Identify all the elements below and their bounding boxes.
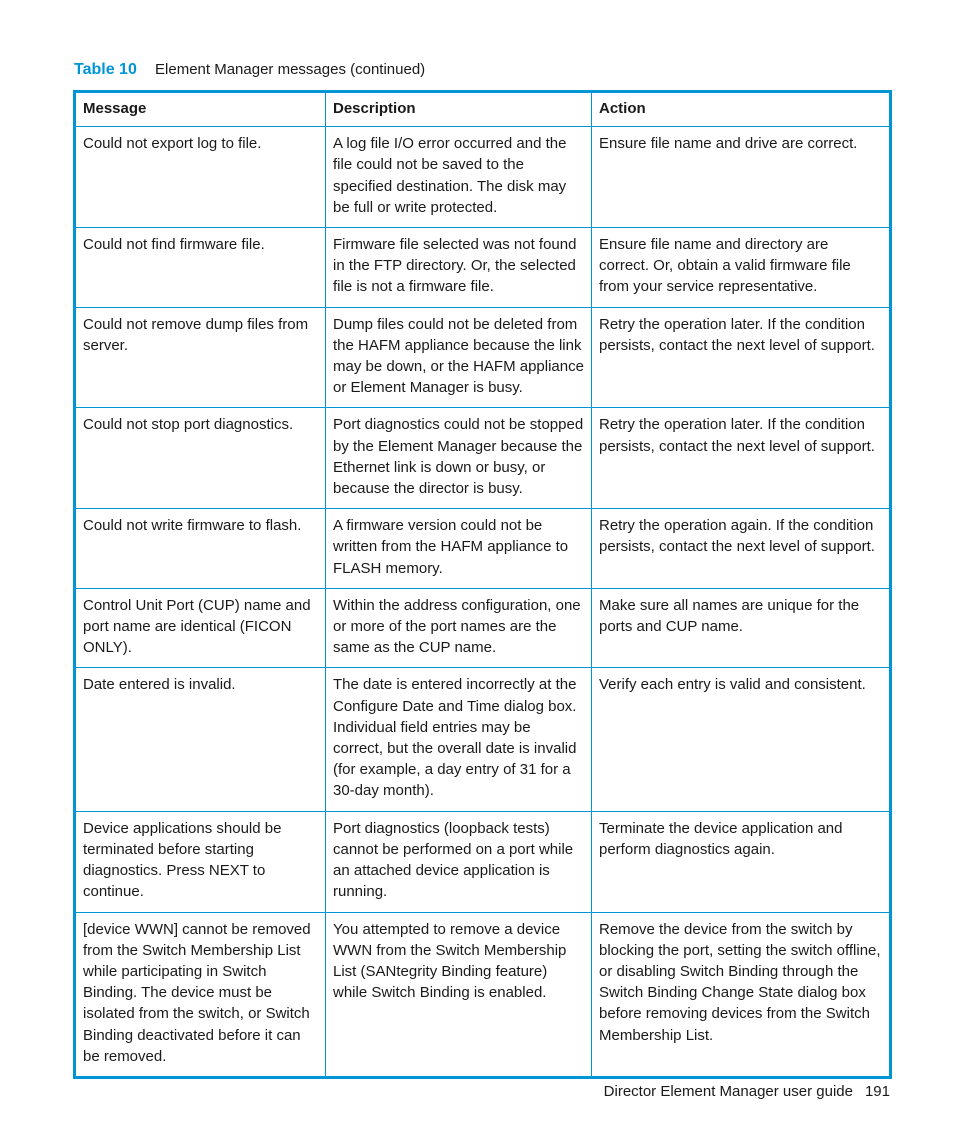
action-cell: Terminate the device application and perform diagnostics again. <box>592 811 891 912</box>
table-number: Table 10 <box>74 61 137 78</box>
table-row <box>75 228 891 308</box>
action-cell: Retry the operation later. If the condition persists, contact the next level of support. <box>592 307 891 408</box>
table-row <box>75 811 891 912</box>
message-cell: Could not export log to file. <box>75 127 326 228</box>
description-cell: Dump files could not be deleted from the HAFM appliance because the link may be down, or the HAFM appliance or Element Manager is busy. <box>326 307 592 408</box>
description-cell: You attempted to remove a device WWN from the Switch Membership List (SANtegrity Binding feature) while Switch Binding is enabled. <box>326 912 592 1077</box>
action-cell: Remove the device from the switch by blocking the port, setting the switch offline, or disabling Switch Binding through the Switch Binding Change State dialog box before removing devices from the Switch Membership List. <box>592 912 891 1077</box>
table-title: Element Manager messages (continued) <box>155 61 426 78</box>
description-cell: Port diagnostics could not be stopped by the Element Manager because the Ethernet link is down or busy, or because the director is busy. <box>326 408 592 509</box>
table-row <box>75 588 891 668</box>
guide-title: Director Element Manager user guide <box>603 1083 853 1100</box>
description-cell: Firmware file selected was not found in the FTP directory. Or, the selected file is not a firmware file. <box>326 228 592 308</box>
message-cell: Date entered is invalid. <box>75 668 326 811</box>
action-cell: Retry the operation later. If the condition persists, contact the next level of support. <box>592 408 891 509</box>
table-row <box>75 307 891 408</box>
action-cell: Ensure file name and drive are correct. <box>592 127 891 228</box>
table-row <box>75 509 891 589</box>
table-row <box>75 127 891 228</box>
message-cell: [device WWN] cannot be removed from the Switch Membership List while participating in Switch Binding. The device must be isolated from the switch, or Switch Binding deactivated before it can be removed. <box>75 912 326 1077</box>
column-header-description: Description <box>326 92 592 127</box>
message-cell: Could not find firmware file. <box>75 228 326 308</box>
action-cell: Ensure file name and directory are correct. Or, obtain a valid firmware file from your service representative. <box>592 228 891 308</box>
message-cell: Control Unit Port (CUP) name and port name are identical (FICON ONLY). <box>75 588 326 668</box>
description-cell: The date is entered incorrectly at the Configure Date and Time dialog box. Individual field entries may be correct, but the overall date is invalid (for example, a day entry of 31 for a 30-day month). <box>326 668 592 811</box>
table-row <box>75 912 891 1077</box>
messages-table <box>73 90 892 1079</box>
description-cell: A log file I/O error occurred and the file could not be saved to the specified destination. The disk may be full or write protected. <box>326 127 592 228</box>
table-caption <box>74 60 425 80</box>
page-number: 191 <box>864 1083 890 1100</box>
table-row <box>75 408 891 509</box>
description-cell: Within the address configuration, one or more of the port names are the same as the CUP name. <box>326 588 592 668</box>
action-cell: Verify each entry is valid and consistent. <box>592 668 891 811</box>
description-cell: Port diagnostics (loopback tests) cannot be performed on a port while an attached device application is running. <box>326 811 592 912</box>
table-header-row <box>75 92 891 127</box>
message-cell: Could not write firmware to flash. <box>75 509 326 589</box>
action-cell: Make sure all names are unique for the ports and CUP name. <box>592 588 891 668</box>
message-cell: Could not stop port diagnostics. <box>75 408 326 509</box>
description-cell: A firmware version could not be written from the HAFM appliance to FLASH memory. <box>326 509 592 589</box>
column-header-message: Message <box>75 92 326 127</box>
action-cell: Retry the operation again. If the condition persists, contact the next level of support. <box>592 509 891 589</box>
column-header-action: Action <box>592 92 891 127</box>
message-cell: Could not remove dump files from server. <box>75 307 326 408</box>
table-row <box>75 668 891 811</box>
message-cell: Device applications should be terminated before starting diagnostics. Press NEXT to continue. <box>75 811 326 912</box>
page-footer <box>604 1082 890 1102</box>
